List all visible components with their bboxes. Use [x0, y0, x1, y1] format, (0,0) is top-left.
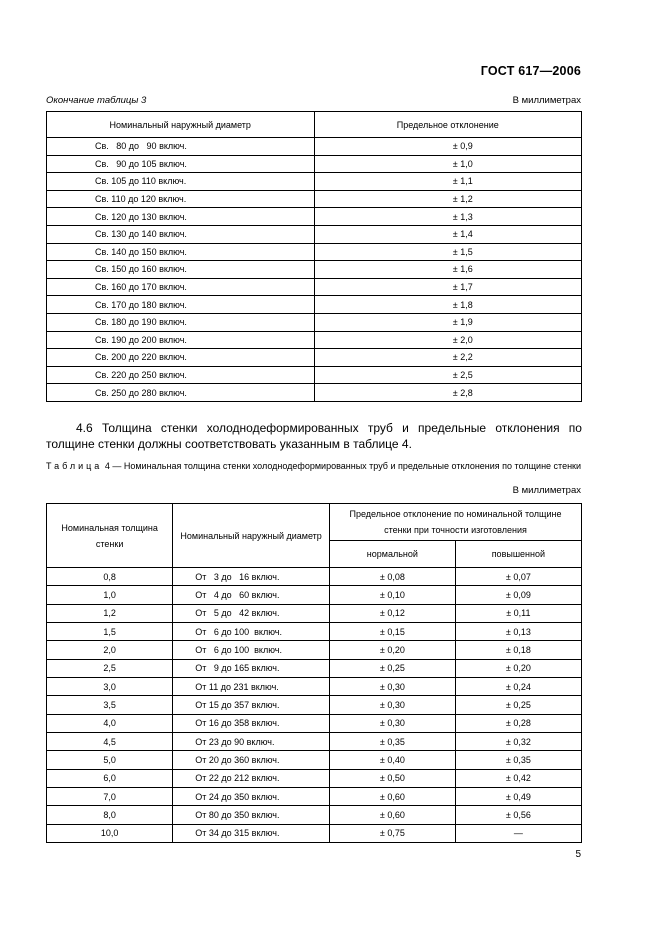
table3-cell-diameter: Св. 190 до 200 включ.	[47, 331, 315, 349]
table3-cell-diameter: Св. 220 до 250 включ.	[47, 366, 315, 384]
table4-cell-increased: ± 0,20	[455, 659, 581, 677]
table4-cell-increased: ± 0,49	[455, 788, 581, 806]
table4-cell-increased: —	[455, 824, 581, 842]
table-row	[47, 349, 582, 367]
table4-cell-increased: ± 0,56	[455, 806, 581, 824]
table4-caption-number: 4	[104, 461, 110, 471]
table4-col-thickness: Номинальная толщина стенки	[47, 504, 173, 568]
table-row	[47, 208, 582, 226]
table4-cell-normal: ± 0,40	[330, 751, 456, 769]
paragraph-text: Толщина стенки холоднодеформированных труб и предельные отклонения по толщине стенки должны соответствовать указанным в таблице 4.	[46, 421, 582, 451]
table4-units: В миллиметрах	[512, 485, 581, 496]
table4-cell-normal: ± 0,60	[330, 788, 456, 806]
table4-cell-normal: ± 0,08	[330, 568, 456, 586]
table3-cell-diameter: Св. 160 до 170 включ.	[47, 278, 315, 296]
table4-cell-diameter: От 20 до 360 включ.	[173, 751, 330, 769]
table4-cell-increased: ± 0,42	[455, 769, 581, 787]
table-row	[47, 261, 582, 279]
table3-cell-diameter: Св. 180 до 190 включ.	[47, 313, 315, 331]
table-row	[47, 788, 582, 806]
table4-cell-normal: ± 0,10	[330, 586, 456, 604]
table4-cell-diameter: От 23 до 90 включ.	[173, 733, 330, 751]
table4-cell-increased: ± 0,09	[455, 586, 581, 604]
table-row	[47, 714, 582, 732]
table4-cell-diameter: От 22 до 212 включ.	[173, 769, 330, 787]
table3-body	[47, 138, 582, 402]
table4-cell-normal: ± 0,75	[330, 824, 456, 842]
table4-cell-thickness: 1,5	[47, 623, 173, 641]
table4-cell-diameter: От 6 до 100 включ.	[173, 641, 330, 659]
table4-cell-increased: ± 0,32	[455, 733, 581, 751]
table3-caption: Окончание таблицы 3	[46, 95, 147, 106]
table4-cell-thickness: 6,0	[47, 769, 173, 787]
table4-cell-thickness: 1,2	[47, 604, 173, 622]
table-row	[47, 190, 582, 208]
table4-cell-increased: ± 0,18	[455, 641, 581, 659]
table-row	[47, 586, 582, 604]
table-row	[47, 806, 582, 824]
table4-cell-diameter: От 34 до 315 включ.	[173, 824, 330, 842]
table-row	[47, 568, 582, 586]
table4-cell-thickness: 2,0	[47, 641, 173, 659]
table-row	[47, 138, 582, 156]
table4-cell-thickness: 10,0	[47, 824, 173, 842]
table3-units: В миллиметрах	[512, 95, 581, 106]
table3-cell-diameter: Св. 150 до 160 включ.	[47, 261, 315, 279]
table4-caption	[46, 459, 582, 473]
table3-cell-diameter: Св. 140 до 150 включ.	[47, 243, 315, 261]
table3-cell-diameter: Св. 130 до 140 включ.	[47, 225, 315, 243]
table3-cell-deviation: ± 1,1	[314, 173, 582, 191]
table-row	[47, 155, 582, 173]
table4-col-increased: повышенной	[455, 541, 581, 568]
table3-cell-deviation: ± 1,5	[314, 243, 582, 261]
table4-cell-increased: ± 0,07	[455, 568, 581, 586]
table-row	[47, 659, 582, 677]
table4-cell-diameter: От 16 до 358 включ.	[173, 714, 330, 732]
table4-cell-diameter: От 24 до 350 включ.	[173, 788, 330, 806]
table3-cell-diameter: Св. 120 до 130 включ.	[47, 208, 315, 226]
table-row	[47, 296, 582, 314]
table-row	[47, 769, 582, 787]
table-row	[47, 384, 582, 402]
table4-cell-increased: ± 0,11	[455, 604, 581, 622]
table4-cell-increased: ± 0,28	[455, 714, 581, 732]
table4-cell-thickness: 5,0	[47, 751, 173, 769]
table3-cell-deviation: ± 1,0	[314, 155, 582, 173]
table-row	[47, 604, 582, 622]
table-row	[47, 751, 582, 769]
table4-cell-normal: ± 0,25	[330, 659, 456, 677]
table3-cell-deviation: ± 2,2	[314, 349, 582, 367]
table4-cell-thickness: 1,0	[47, 586, 173, 604]
table4-cell-normal: ± 0,60	[330, 806, 456, 824]
table4-cell-diameter: От 4 до 60 включ.	[173, 586, 330, 604]
page-number: 5	[575, 849, 581, 860]
table4-body	[47, 568, 582, 843]
table4-cell-increased: ± 0,24	[455, 678, 581, 696]
table4-cell-normal: ± 0,30	[330, 714, 456, 732]
table-row	[47, 313, 582, 331]
table3-cell-deviation: ± 1,2	[314, 190, 582, 208]
table4-col-diameter: Номинальный наружный диаметр	[173, 504, 330, 568]
table4-cell-diameter: От 9 до 165 включ.	[173, 659, 330, 677]
table-row	[47, 225, 582, 243]
table3-cell-diameter: Св. 90 до 105 включ.	[47, 155, 315, 173]
table4-cell-increased: ± 0,25	[455, 696, 581, 714]
table4-cell-thickness: 4,5	[47, 733, 173, 751]
table4-cell-normal: ± 0,30	[330, 696, 456, 714]
table4-cell-thickness: 7,0	[47, 788, 173, 806]
table4-caption-text: — Номинальная толщина стенки холоднодеформированных труб и предельные отклонения по толщине стенки	[112, 461, 582, 471]
table4-caption-label: Таблица	[46, 461, 103, 471]
table4-header-row-1	[47, 504, 582, 541]
table3-cell-diameter: Св. 105 до 110 включ.	[47, 173, 315, 191]
table4-cell-diameter: От 15 до 357 включ.	[173, 696, 330, 714]
table-row	[47, 278, 582, 296]
table-row	[47, 678, 582, 696]
table3-header-row	[47, 112, 582, 138]
table3-col-diameter: Номинальный наружный диаметр	[47, 112, 315, 138]
table-row	[47, 623, 582, 641]
table3-cell-deviation: ± 2,5	[314, 366, 582, 384]
table4-cell-increased: ± 0,13	[455, 623, 581, 641]
table4-cell-normal: ± 0,12	[330, 604, 456, 622]
table3-cell-diameter: Св. 200 до 220 включ.	[47, 349, 315, 367]
table4-cell-thickness: 2,5	[47, 659, 173, 677]
table3-cell-deviation: ± 1,3	[314, 208, 582, 226]
table4-cell-diameter: От 6 до 100 включ.	[173, 623, 330, 641]
table3-cell-deviation: ± 0,9	[314, 138, 582, 156]
table4-cell-normal: ± 0,50	[330, 769, 456, 787]
table-row	[47, 243, 582, 261]
table4-cell-thickness: 8,0	[47, 806, 173, 824]
table3-cell-diameter: Св. 250 до 280 включ.	[47, 384, 315, 402]
table-row	[47, 641, 582, 659]
table4-cell-normal: ± 0,15	[330, 623, 456, 641]
table-row	[47, 331, 582, 349]
table3-col-deviation: Предельное отклонение	[314, 112, 582, 138]
paragraph-4-6	[46, 420, 582, 452]
table4-cell-increased: ± 0,35	[455, 751, 581, 769]
table4	[46, 503, 582, 843]
document-id: ГОСТ 617—2006	[480, 64, 581, 78]
table3-cell-deviation: ± 2,0	[314, 331, 582, 349]
table4-cell-thickness: 3,5	[47, 696, 173, 714]
table4-cell-diameter: От 3 до 16 включ.	[173, 568, 330, 586]
table4-cell-thickness: 4,0	[47, 714, 173, 732]
table4-cell-diameter: От 5 до 42 включ.	[173, 604, 330, 622]
table4-cell-normal: ± 0,20	[330, 641, 456, 659]
table3-cell-deviation: ± 1,4	[314, 225, 582, 243]
table3-cell-diameter: Св. 110 до 120 включ.	[47, 190, 315, 208]
table3-cell-deviation: ± 1,8	[314, 296, 582, 314]
table-row	[47, 366, 582, 384]
table4-cell-diameter: От 11 до 231 включ.	[173, 678, 330, 696]
table-row	[47, 733, 582, 751]
table-row	[47, 824, 582, 842]
table-row	[47, 173, 582, 191]
table4-cell-thickness: 0,8	[47, 568, 173, 586]
table3-cell-deviation: ± 1,7	[314, 278, 582, 296]
table4-col-deviation-group: Предельное отклонение по номинальной толщине стенки при точности изготовления	[330, 504, 582, 541]
paragraph-number: 4.6	[76, 421, 93, 435]
table4-col-normal: нормальной	[330, 541, 456, 568]
table4-cell-diameter: От 80 до 350 включ.	[173, 806, 330, 824]
table3-cell-deviation: ± 1,9	[314, 313, 582, 331]
table4-cell-normal: ± 0,35	[330, 733, 456, 751]
table3-cell-diameter: Св. 170 до 180 включ.	[47, 296, 315, 314]
table3	[46, 111, 582, 402]
table4-cell-thickness: 3,0	[47, 678, 173, 696]
table-row	[47, 696, 582, 714]
table3-cell-diameter: Св. 80 до 90 включ.	[47, 138, 315, 156]
table4-cell-normal: ± 0,30	[330, 678, 456, 696]
table3-cell-deviation: ± 2,8	[314, 384, 582, 402]
table3-cell-deviation: ± 1,6	[314, 261, 582, 279]
